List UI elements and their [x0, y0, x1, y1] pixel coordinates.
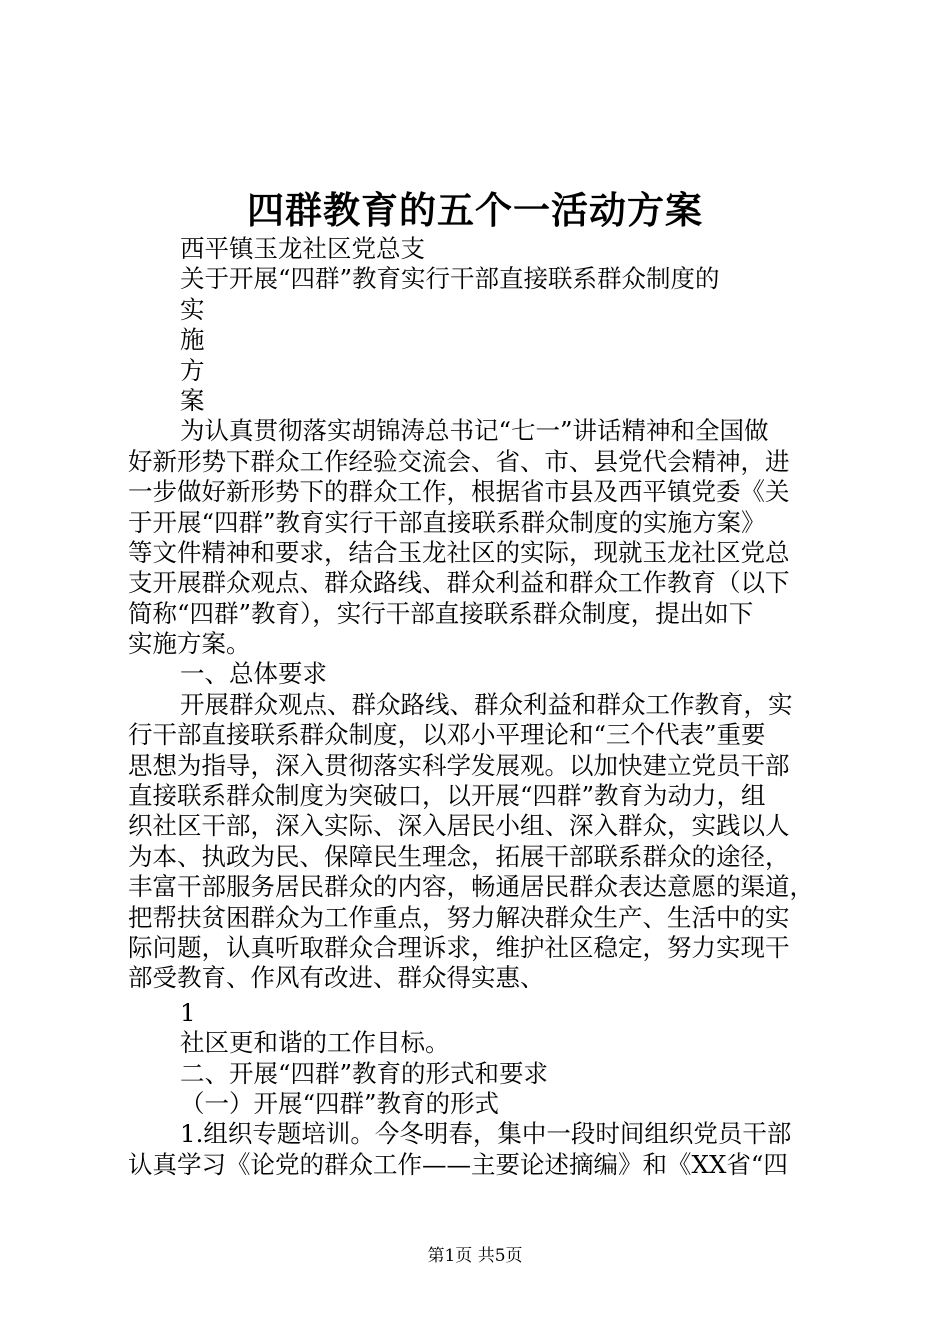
- vertical-char: 实: [180, 294, 205, 324]
- paragraph-line: 1.组织专题培训。今冬明春，集中一段时间组织党员干部: [180, 1119, 792, 1149]
- paragraph-line: 直接联系群众制度为突破口，以开展“四群”教育为动力，组: [128, 781, 766, 811]
- paragraph-line: 一步做好新形势下的群众工作，根据省市县及西平镇党委《关: [128, 477, 790, 507]
- page-marker: 1: [180, 997, 196, 1027]
- section-heading-1: 一、总体要求: [180, 659, 327, 689]
- paragraph-line: 好新形势下群众工作经验交流会、省、市、县党代会精神，进: [128, 446, 790, 476]
- paragraph-line: 支开展群众观点、群众路线、群众利益和群众工作教育（以下: [128, 568, 790, 598]
- paragraph-line: 实施方案。: [128, 629, 251, 659]
- section-heading-3: （一）开展“四群”教育的形式: [180, 1088, 500, 1118]
- paragraph-intro: [128, 416, 833, 659]
- paragraph-line: 行干部直接联系群众制度，以邓小平理论和“三个代表”重要: [128, 720, 766, 750]
- org-name: 西平镇玉龙社区党总支: [180, 234, 425, 263]
- vertical-char: 案: [180, 385, 205, 415]
- section-heading-2: 二、开展“四群”教育的形式和要求: [180, 1058, 549, 1088]
- continuation-line: 社区更和谐的工作目标。: [180, 1028, 450, 1058]
- paragraph-line: 思想为指导，深入贯彻落实科学发展观。以加快建立党员干部: [128, 750, 790, 780]
- paragraph-line: 丰富干部服务居民群众的内容，畅通居民群众表达意愿的渠道，: [128, 872, 814, 902]
- paragraph-requirements: [128, 690, 833, 994]
- paragraph-line: 把帮扶贫困群众为工作重点，努力解决群众生产、生活中的实: [128, 902, 790, 932]
- paragraph-line: 等文件精神和要求，结合玉龙社区的实际，现就玉龙社区党总: [128, 537, 790, 567]
- paragraph-line: 于开展“四群”教育实行干部直接联系群众制度的实施方案》: [128, 507, 766, 537]
- paragraph-line: 简称“四群”教育），实行干部直接联系群众制度，提出如下: [128, 598, 754, 628]
- subtitle-line: 关于开展“四群”教育实行干部直接联系群众制度的: [180, 264, 720, 294]
- vertical-char: 方: [180, 355, 205, 385]
- paragraph-training: [128, 1119, 833, 1180]
- paragraph-line: 织社区干部，深入实际、深入居民小组、深入群众，实践以人: [128, 811, 790, 841]
- paragraph-line: 开展群众观点、群众路线、群众利益和群众工作教育，实: [180, 689, 793, 719]
- paragraph-line: 为本、执政为民、保障民生理念，拓展干部联系群众的途径，: [128, 841, 790, 871]
- paragraph-line: 部受教育、作风有改进、群众得实惠、: [128, 963, 545, 993]
- document-title: 四群教育的五个一活动方案: [247, 188, 703, 232]
- page-footer: 第1页 共5页: [427, 1246, 523, 1266]
- paragraph-line: 际问题，认真听取群众合理诉求，维护社区稳定，努力实现干: [128, 932, 790, 962]
- document-body: [128, 234, 833, 1180]
- paragraph-line: 为认真贯彻落实胡锦涛总书记“七一”讲话精神和全国做: [180, 416, 769, 446]
- vertical-char: 施: [180, 325, 205, 355]
- paragraph-line: 认真学习《论党的群众工作——主要论述摘编》和《XX省“四: [128, 1149, 788, 1179]
